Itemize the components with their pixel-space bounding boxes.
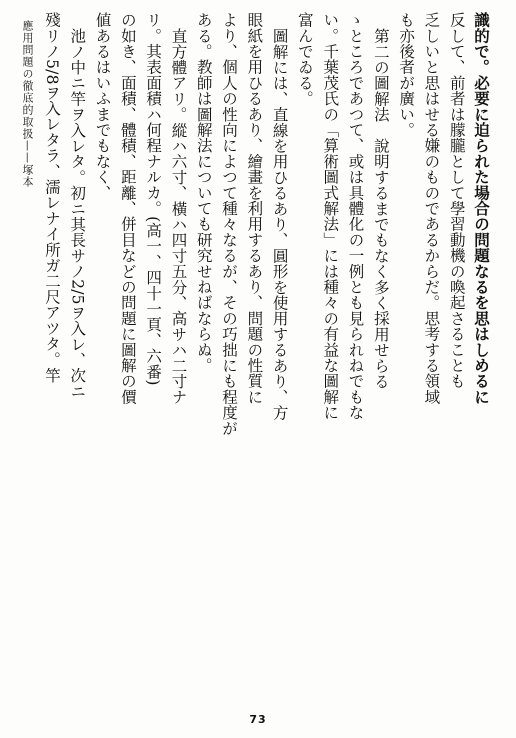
vertical-text-body xyxy=(39,12,494,704)
text-line: 殘リノ5/8ヲ入レタラ、濡レナイ所ガ二尺アツタ。竿 xyxy=(42,12,61,383)
page-number: 73 xyxy=(249,713,267,726)
text-line: 直方體アリ。縱ハ六寸、橫ハ四寸五分、高サハ二寸ナ xyxy=(169,27,188,405)
text-line: い。千葉茂氏の「算術圖式解法」には種々の有益な圖解に xyxy=(321,12,340,421)
text-line: 池ノ中ニ竿ヲ入レタ。初ニ其長サノ2/5ヲ入レ、次ニ xyxy=(68,27,87,399)
text-line: ゝところであつて、或は具體化の一例とも見られねでもな xyxy=(346,12,365,421)
text-line: ある。教師は圖解法についても研究せねばならぬ。 xyxy=(194,12,213,374)
text-line: 富んでゐる。 xyxy=(295,12,314,107)
text-line: の如き、面積、體積、距離、併目などの問題に圖解の價 xyxy=(118,12,137,405)
text-line: より、個人の性向によつて種々なるが、その巧拙にも程度が xyxy=(220,12,239,436)
text-line: 反して、前者は朦朧として學習動機の喚起さることも xyxy=(447,12,466,389)
text-line: 乏しいと思はせる嫌のものであるからだ。思考する領域 xyxy=(422,12,441,405)
running-head: 應用問題の徹底的取扱——塚本 xyxy=(21,20,34,188)
text-line: 第二の圖解法 說明するまでもなく多く採用せらる xyxy=(371,27,390,389)
text-line: 識的で。必要に迫られた場合の問題なるを思はしめるに xyxy=(472,12,491,405)
text-line: 眼紙を用ひるあり、繪畫を利用するあり、問題の性質に xyxy=(245,12,264,405)
text-line: も亦後者が廣い。 xyxy=(397,12,416,138)
text-line: 圖解には、直線を用ひるあり、圓形を使用するあり、方 xyxy=(270,27,289,420)
text-line: リ。其表面積ハ何程ナルカ。(高一、四十一頁、六番) xyxy=(144,12,163,386)
text-line: 値あるはいふまでもなく、 xyxy=(93,12,112,201)
